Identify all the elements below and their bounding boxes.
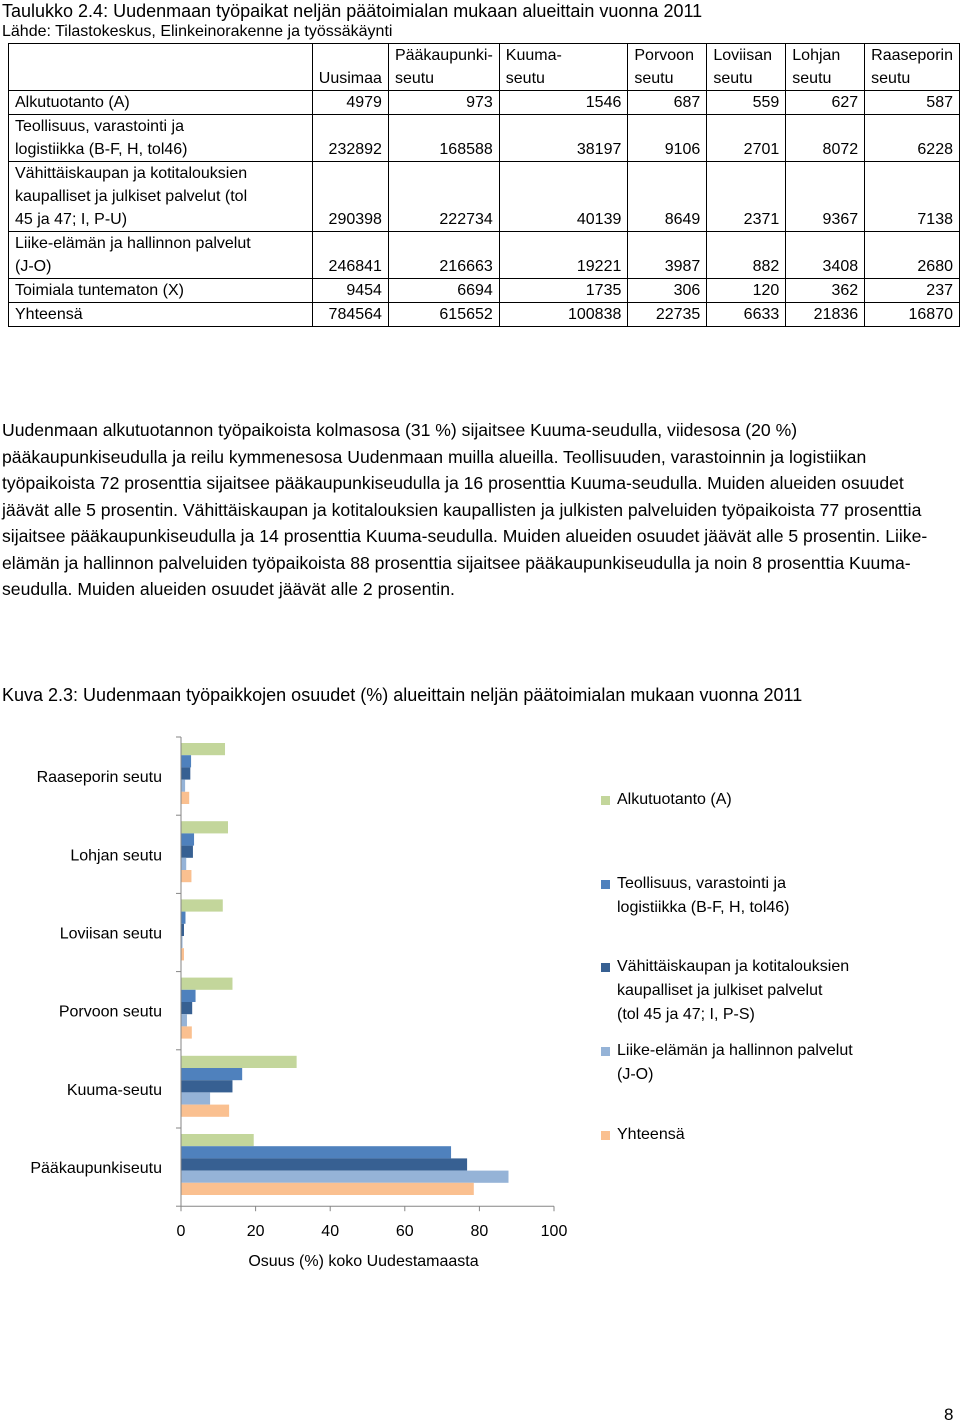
page-number: 8 xyxy=(944,1405,954,1424)
cell-text: 45 ja 47; I, P-U) xyxy=(15,211,128,228)
table-cell: 6694 xyxy=(388,279,499,303)
cell-text: Uusimaa xyxy=(318,70,382,87)
x-tick-label: 100 xyxy=(540,1223,568,1241)
table-cell: 100838 xyxy=(499,303,628,327)
x-axis-title: Osuus (%) koko Uudestamaasta xyxy=(248,1253,479,1271)
bar xyxy=(181,1080,232,1092)
bar xyxy=(181,846,193,858)
bar xyxy=(181,1105,229,1117)
row-label xyxy=(9,162,313,232)
bar xyxy=(181,899,223,911)
legend-label: logistiikka (B-F, H, tol46) xyxy=(617,899,790,916)
bar xyxy=(181,743,225,755)
bar xyxy=(181,1171,508,1183)
table-cell: 222734 xyxy=(388,162,499,232)
x-tick-label: 40 xyxy=(321,1223,340,1241)
table-cell: 3987 xyxy=(628,232,707,279)
bar xyxy=(181,1158,467,1170)
table-cell: 7138 xyxy=(865,162,960,232)
bar xyxy=(181,912,185,924)
bar xyxy=(181,1014,187,1026)
table-cell: 16870 xyxy=(865,303,960,327)
cell-text: seutu xyxy=(634,70,674,87)
cell-text: (J-O) xyxy=(15,258,52,275)
table-cell: 22735 xyxy=(628,303,707,327)
x-tick-label: 0 xyxy=(176,1223,186,1241)
x-tick-label: 60 xyxy=(395,1223,414,1241)
bar xyxy=(181,1134,254,1146)
cell-text: Porvoon xyxy=(634,47,694,64)
legend-swatch xyxy=(601,880,610,889)
bar xyxy=(181,1146,451,1158)
table-cell: 8072 xyxy=(786,115,865,162)
table-cell: 246841 xyxy=(312,232,388,279)
x-tick-label: 20 xyxy=(246,1223,265,1241)
table-row xyxy=(9,303,960,327)
cell-text: seutu xyxy=(394,70,435,87)
row-label xyxy=(9,303,313,327)
table-cell: 168588 xyxy=(388,115,499,162)
table-cell: 19221 xyxy=(499,232,628,279)
cell-text: Kuuma- xyxy=(505,47,562,64)
table-cell: 784564 xyxy=(312,303,388,327)
cell-text: Teollisuus, varastointi ja xyxy=(15,118,184,135)
table-cell: 216663 xyxy=(388,232,499,279)
table-cell: 237 xyxy=(865,279,960,303)
table-row xyxy=(9,232,960,279)
table-cell: 38197 xyxy=(499,115,628,162)
bar xyxy=(181,1056,297,1068)
category-label: Kuuma-seutu xyxy=(66,1081,162,1099)
legend-label: kaupalliset ja julkiset palvelut xyxy=(617,982,823,999)
cell-text: seutu xyxy=(505,70,545,87)
bar xyxy=(181,1002,192,1014)
table-cell: 2680 xyxy=(865,232,960,279)
legend-swatch xyxy=(601,963,610,972)
legend-label: (tol 45 ja 47; I, P-S) xyxy=(617,1006,755,1023)
bar xyxy=(181,870,191,882)
table-cell: 9106 xyxy=(628,115,707,162)
category-label: Porvoon seutu xyxy=(58,1003,162,1021)
legend-swatch xyxy=(601,1047,610,1056)
header-corner xyxy=(9,44,313,91)
category-label: Loviisan seutu xyxy=(59,925,162,943)
table-cell: 559 xyxy=(707,91,786,115)
table-cell: 362 xyxy=(786,279,865,303)
table-cell: 6228 xyxy=(865,115,960,162)
bar xyxy=(181,978,232,990)
table-body xyxy=(9,91,960,327)
table-cell: 232892 xyxy=(312,115,388,162)
bar xyxy=(181,780,185,792)
legend-label: Teollisuus, varastointi ja xyxy=(617,875,786,892)
legend-swatch xyxy=(601,796,610,805)
share-bar-chart xyxy=(0,725,960,1285)
cell-text: seutu xyxy=(792,70,832,87)
cell-text: seutu xyxy=(713,70,753,87)
table-cell: 615652 xyxy=(388,303,499,327)
workplaces-table xyxy=(8,43,960,327)
table-cell: 2371 xyxy=(707,162,786,232)
table-cell: 40139 xyxy=(499,162,628,232)
column-header xyxy=(628,44,707,91)
bar xyxy=(181,833,194,845)
table-row xyxy=(9,279,960,303)
bar xyxy=(181,792,189,804)
body-paragraph: Uudenmaan alkutuotannon työpaikoista kolmasosa (31 %) sijaitsee Kuuma-seudulla, viidesosa (20 %) pääkaupunkiseudulla ja reilu kymmenesosa Uudenmaan muilla alueilla. Teollisuuden, varastoinnin ja logistiikan työpaikoista 72 prosenttia sijaitsee pääkaupunkiseudulla ja 16 prosenttia Kuuma-seudulla. Muiden alueiden osuudet jäävät alle 5 prosentin. Vähittäiskaupan ja kotitalouksien kaupallisten ja julkisten palveluiden työpaikoista 77 prosenttia sijaitsee pääkaupunkiseudulla ja 14 prosenttia Kuuma-seudulla. Muiden alueiden osuudet jäävät alle 5 prosentin. Liike-elämän ja hallinnon palveluiden työpaikoista 88 prosenttia sijaitsee pääkaupunkiseudulla ja noin 8 prosenttia Kuuma-seudulla. Muiden alueiden osuudet jäävät alle 2 prosentin. xyxy=(2,420,928,599)
column-header xyxy=(786,44,865,91)
table-cell: 882 xyxy=(707,232,786,279)
bar xyxy=(181,755,191,767)
cell-text: Loviisan xyxy=(713,47,773,64)
category-label: Pääkaupunkiseutu xyxy=(30,1160,162,1178)
bar xyxy=(181,1068,242,1080)
column-header xyxy=(865,44,960,91)
column-header xyxy=(499,44,628,91)
cell-text: kaupalliset ja julkiset palvelut (tol xyxy=(15,188,248,205)
table-source: Lähde: Tilastokeskus, Elinkeinorakenne ja työssäkäynti xyxy=(2,23,393,40)
table-row xyxy=(9,91,960,115)
bar xyxy=(181,1026,192,1038)
legend-swatch xyxy=(601,1131,610,1140)
legend-label: (J-O) xyxy=(617,1066,654,1083)
cell-text: Liike-elämän ja hallinnon palvelut xyxy=(15,235,251,252)
table-cell: 6633 xyxy=(707,303,786,327)
table-cell: 1546 xyxy=(499,91,628,115)
table-cell: 587 xyxy=(865,91,960,115)
legend-label: Alkutuotanto (A) xyxy=(617,791,732,808)
legend-label: Liike-elämän ja hallinnon palvelut xyxy=(617,1042,853,1059)
cell-text: logistiikka (B-F, H, tol46) xyxy=(15,141,188,158)
table-cell: 2701 xyxy=(707,115,786,162)
table-row xyxy=(9,115,960,162)
cell-text: seutu xyxy=(871,70,911,87)
row-label xyxy=(9,232,313,279)
table-cell: 627 xyxy=(786,91,865,115)
row-label xyxy=(9,91,313,115)
table-cell: 973 xyxy=(388,91,499,115)
chart-caption: Kuva 2.3: Uudenmaan työpaikkojen osuudet (%) alueittain neljän päätoimialan mukaan vuonna 2011 xyxy=(2,685,803,705)
table-cell: 120 xyxy=(707,279,786,303)
bar xyxy=(181,1092,210,1104)
cell-text: Vähittäiskaupan ja kotitalouksien xyxy=(15,165,248,182)
table-cell: 1735 xyxy=(499,279,628,303)
table-cell: 21836 xyxy=(786,303,865,327)
cell-text: Yhteensä xyxy=(15,306,83,323)
table-cell: 290398 xyxy=(312,162,388,232)
table-header xyxy=(9,44,960,91)
table-cell: 306 xyxy=(628,279,707,303)
column-header xyxy=(707,44,786,91)
x-tick-label: 80 xyxy=(470,1223,489,1241)
table-cell: 9367 xyxy=(786,162,865,232)
table-cell: 4979 xyxy=(312,91,388,115)
bar xyxy=(181,1183,474,1195)
cell-text: Toimiala tuntematon (X) xyxy=(15,282,184,299)
cell-text: Alkutuotanto (A) xyxy=(15,94,130,111)
bar xyxy=(181,821,228,833)
row-label xyxy=(9,279,313,303)
table-cell: 3408 xyxy=(786,232,865,279)
category-label: Raaseporin seutu xyxy=(36,769,162,787)
cell-text: Raaseporin xyxy=(871,47,953,64)
category-label: Lohjan seutu xyxy=(70,847,162,865)
bar xyxy=(181,990,196,1002)
column-header xyxy=(312,44,388,91)
table-cell: 9454 xyxy=(312,279,388,303)
table-cell: 8649 xyxy=(628,162,707,232)
bar xyxy=(181,767,190,779)
table-row xyxy=(9,162,960,232)
bar xyxy=(181,858,186,870)
column-header xyxy=(388,44,499,91)
legend-label: Vähittäiskaupan ja kotitalouksien xyxy=(617,958,850,975)
table-caption: Taulukko 2.4: Uudenmaan työpaikat neljän päätoimialan mukaan alueittain vuonna 2011 xyxy=(2,1,703,21)
cell-text: Lohjan xyxy=(792,47,841,64)
cell-text: Pääkaupunki- xyxy=(394,47,493,64)
legend-label: Yhteensä xyxy=(617,1126,685,1143)
table-cell: 687 xyxy=(628,91,707,115)
header-row xyxy=(9,44,960,91)
row-label xyxy=(9,115,313,162)
